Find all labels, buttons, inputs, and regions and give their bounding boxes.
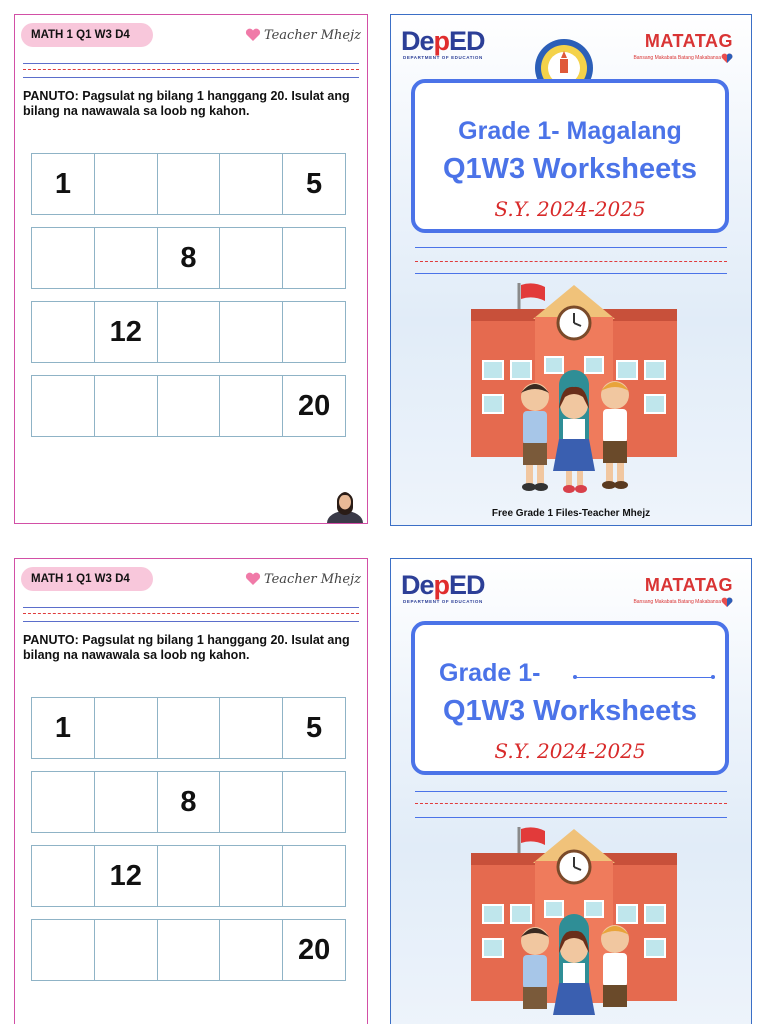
grid-cell [282, 227, 346, 289]
deped-logo: DepED [401, 570, 485, 600]
cover-footer: Free Grade 1 Files-Teacher Mhejz [491, 508, 651, 519]
grid-cell [219, 153, 283, 215]
flag-icon [521, 827, 545, 845]
grid-cell: 8 [157, 771, 221, 833]
heart-icon [721, 53, 733, 63]
grid-cell: 12 [94, 845, 158, 907]
divider [415, 791, 727, 792]
grid-cell [282, 845, 346, 907]
grid-cell [31, 845, 95, 907]
cover-page-2 [390, 558, 752, 1024]
grid-cell [219, 919, 283, 981]
worksheet-page-2 [14, 558, 368, 1024]
title-school-year: S.Y. 2024-2025 [494, 739, 646, 763]
matatag-tagline: Bansang Makabata Batang Makabansa [633, 55, 721, 61]
teacher-brand-text: Teacher Mhejz [263, 27, 361, 43]
heart-icon [245, 28, 261, 42]
grid-cell [31, 227, 95, 289]
grid-cell [31, 771, 95, 833]
matatag-tagline: Bansang Makabata Batang Makabansa [633, 599, 721, 605]
title-worksheets: Q1W3 Worksheets [442, 695, 698, 727]
matatag-logo: MATATAG [644, 575, 733, 595]
cover-page-1 [390, 14, 752, 526]
instructions: PANUTO: Pagsulat ng bilang 1 hanggang 20. Isulat ang bilang na nawawala sa loob ng kahon. [23, 633, 350, 662]
grid-cell [157, 845, 221, 907]
worksheet-badge: MATH 1 Q1 W3 D4 [21, 23, 153, 47]
worksheet-page-1 [14, 14, 368, 524]
grid-cell [282, 301, 346, 363]
divider [415, 273, 727, 274]
divider [23, 607, 359, 608]
heart-icon [245, 572, 261, 586]
instructions: PANUTO: Pagsulat ng bilang 1 hanggang 20. Isulat ang bilang na nawawala sa loob ng kahon. [23, 89, 350, 118]
grid-cell [219, 697, 283, 759]
grid-cell: 1 [31, 697, 95, 759]
grid-cell: 5 [282, 153, 346, 215]
grid-cell [157, 375, 221, 437]
title-school-year: S.Y. 2024-2025 [494, 197, 646, 221]
divider [415, 261, 727, 262]
teacher-brand [245, 565, 361, 593]
grid-cell [94, 919, 158, 981]
title-box [411, 621, 729, 775]
title-worksheets: Q1W3 Worksheets [442, 153, 698, 185]
grid-cell [282, 771, 346, 833]
divider [415, 817, 727, 818]
deped-logo-subtitle: DEPARTMENT OF EDUCATION [403, 55, 483, 60]
grid-cell [219, 845, 283, 907]
deped-logo: DepED [401, 26, 485, 56]
title-box [411, 79, 729, 233]
grid-cell [219, 375, 283, 437]
grid-cell [94, 375, 158, 437]
deped-logo-subtitle: DEPARTMENT OF EDUCATION [403, 599, 483, 604]
title-grade: Grade 1- Magalang [458, 117, 682, 145]
title-blank-line [575, 677, 713, 678]
school-building-illustration [471, 279, 677, 509]
grid-cell: 20 [282, 919, 346, 981]
divider [23, 63, 359, 64]
divider [23, 77, 359, 78]
grid-cell [94, 771, 158, 833]
grid-cell [157, 697, 221, 759]
matatag-logo: MATATAG [644, 31, 733, 51]
grid-cell [219, 771, 283, 833]
divider [415, 247, 727, 248]
grid-cell [94, 697, 158, 759]
grid-cell [94, 153, 158, 215]
grid-cell [157, 919, 221, 981]
grid-cell [219, 227, 283, 289]
grid-cell: 20 [282, 375, 346, 437]
grid-cell [31, 375, 95, 437]
grid-cell [157, 301, 221, 363]
number-grid [31, 697, 345, 981]
divider [415, 803, 727, 804]
grid-cell: 12 [94, 301, 158, 363]
divider [23, 621, 359, 622]
grid-cell: 1 [31, 153, 95, 215]
worksheet-badge: MATH 1 Q1 W3 D4 [21, 567, 153, 591]
number-grid [31, 153, 345, 437]
flag-icon [521, 283, 545, 301]
grid-cell [219, 301, 283, 363]
grid-cell [31, 301, 95, 363]
divider [23, 69, 359, 70]
school-building-illustration [471, 823, 677, 1024]
grid-cell [94, 227, 158, 289]
grid-cell [31, 919, 95, 981]
divider [23, 613, 359, 614]
grid-cell [157, 153, 221, 215]
title-grade: Grade 1- [439, 659, 541, 687]
heart-icon [721, 597, 733, 607]
teacher-brand-text: Teacher Mhejz [263, 571, 361, 587]
grid-cell: 5 [282, 697, 346, 759]
teacher-brand [245, 21, 361, 49]
grid-cell: 8 [157, 227, 221, 289]
teacher-photo-icon [325, 483, 365, 523]
